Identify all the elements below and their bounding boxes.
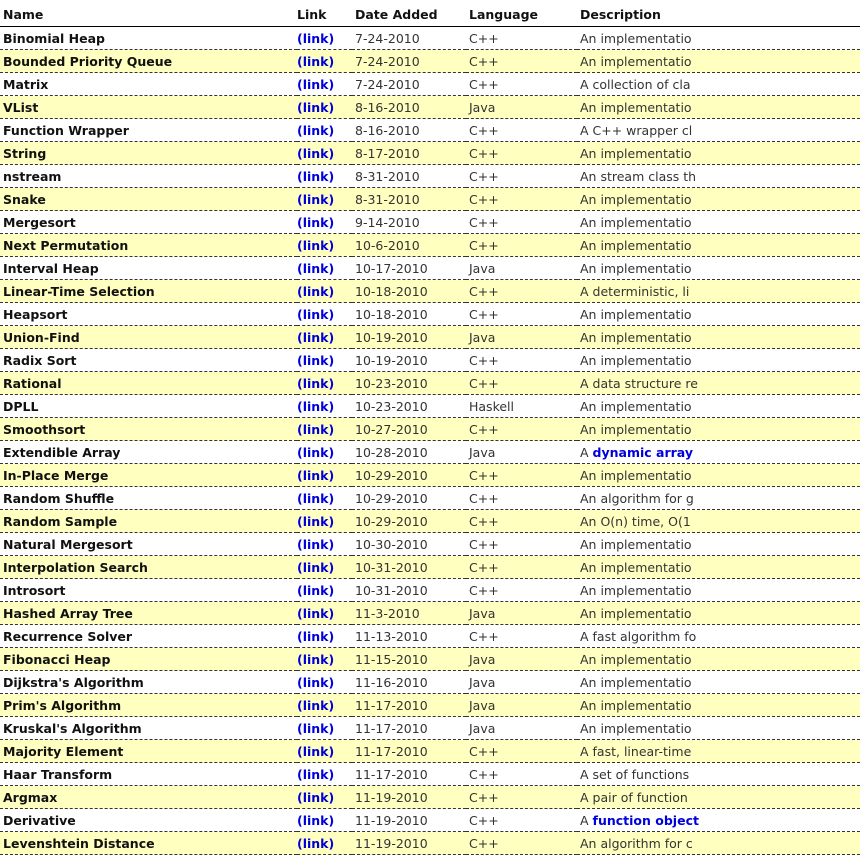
description-text: An implementatio: [580, 651, 692, 667]
description: [577, 740, 860, 763]
description: [577, 96, 860, 119]
table-row: [0, 832, 860, 855]
date-added: 11-15-2010: [352, 648, 466, 671]
table-row: [0, 165, 860, 188]
language: C++: [466, 579, 577, 602]
item-name: Linear-Time Selection: [0, 280, 297, 303]
item-link[interactable]: (link): [297, 697, 335, 713]
item-link[interactable]: (link): [297, 490, 335, 506]
column-header-language: Language: [466, 3, 577, 27]
description: [577, 602, 860, 625]
description: [577, 73, 860, 96]
item-link[interactable]: (link): [297, 789, 335, 805]
date-added: 11-19-2010: [352, 786, 466, 809]
table-row: [0, 809, 860, 832]
description: [577, 487, 860, 510]
item-name: Next Permutation: [0, 234, 297, 257]
date-added: 11-17-2010: [352, 717, 466, 740]
item-name: Interpolation Search: [0, 556, 297, 579]
table-row: [0, 257, 860, 280]
item-link[interactable]: (link): [297, 467, 335, 483]
date-added: 7-24-2010: [352, 73, 466, 96]
language: Java: [466, 694, 577, 717]
date-added: 10-19-2010: [352, 349, 466, 372]
description: [577, 832, 860, 855]
item-link[interactable]: (link): [297, 122, 335, 138]
link-cell: [297, 694, 352, 717]
description: [577, 234, 860, 257]
date-added: 10-17-2010: [352, 257, 466, 280]
column-header-link: Link: [297, 3, 352, 27]
item-name: In-Place Merge: [0, 464, 297, 487]
item-name: nstream: [0, 165, 297, 188]
item-link[interactable]: (link): [297, 214, 335, 230]
language: Java: [466, 96, 577, 119]
item-link[interactable]: (link): [297, 99, 335, 115]
item-link[interactable]: (link): [297, 260, 335, 276]
item-name: DPLL: [0, 395, 297, 418]
column-header-name: Name: [0, 3, 297, 27]
link-cell: [297, 119, 352, 142]
item-name: Heapsort: [0, 303, 297, 326]
item-name: Radix Sort: [0, 349, 297, 372]
item-link[interactable]: (link): [297, 306, 335, 322]
description-text: A fast, linear-time: [580, 743, 692, 759]
description-text: A C++ wrapper cl: [580, 122, 693, 138]
link-cell: [297, 73, 352, 96]
date-added: 10-29-2010: [352, 510, 466, 533]
description-text: An implementatio: [580, 421, 692, 437]
description: [577, 441, 860, 464]
language: C++: [466, 234, 577, 257]
item-link[interactable]: (link): [297, 536, 335, 552]
table-row: [0, 372, 860, 395]
link-cell: [297, 487, 352, 510]
table-row: [0, 50, 860, 73]
item-link[interactable]: (link): [297, 444, 335, 460]
description: [577, 556, 860, 579]
language: C++: [466, 510, 577, 533]
item-name: Matrix: [0, 73, 297, 96]
date-added: 10-28-2010: [352, 441, 466, 464]
language: C++: [466, 418, 577, 441]
date-added: 10-23-2010: [352, 372, 466, 395]
table-row: [0, 303, 860, 326]
link-cell: [297, 142, 352, 165]
description: [577, 694, 860, 717]
item-name: Kruskal's Algorithm: [0, 717, 297, 740]
description-text: An implementatio: [580, 720, 692, 736]
description: [577, 418, 860, 441]
date-added: 10-31-2010: [352, 556, 466, 579]
description: [577, 349, 860, 372]
column-header-date-added: Date Added: [352, 3, 466, 27]
description: [577, 142, 860, 165]
link-cell: [297, 165, 352, 188]
table-row: [0, 211, 860, 234]
description: [577, 303, 860, 326]
date-added: 11-17-2010: [352, 763, 466, 786]
table-row: [0, 395, 860, 418]
item-name: Rational: [0, 372, 297, 395]
item-name: Majority Element: [0, 740, 297, 763]
description-text: An algorithm for g: [580, 490, 694, 506]
description: [577, 188, 860, 211]
table-row: [0, 349, 860, 372]
item-name: Snake: [0, 188, 297, 211]
item-name: Natural Mergesort: [0, 533, 297, 556]
table-row: [0, 188, 860, 211]
language: Java: [466, 648, 577, 671]
language: C++: [466, 142, 577, 165]
item-link[interactable]: (link): [297, 30, 335, 46]
item-link[interactable]: (link): [297, 674, 335, 690]
data-structures-table: [0, 3, 860, 855]
link-cell: [297, 786, 352, 809]
description-text: An stream class th: [580, 168, 697, 184]
table-row: [0, 326, 860, 349]
link-cell: [297, 349, 352, 372]
item-link[interactable]: (link): [297, 375, 335, 391]
item-link[interactable]: (link): [297, 237, 335, 253]
item-name: Union-Find: [0, 326, 297, 349]
language: C++: [466, 809, 577, 832]
link-cell: [297, 395, 352, 418]
description: [577, 280, 860, 303]
item-link[interactable]: (link): [297, 651, 335, 667]
description-text: An implementatio: [580, 99, 692, 115]
description: [577, 119, 860, 142]
link-cell: [297, 832, 352, 855]
link-cell: [297, 464, 352, 487]
item-link[interactable]: (link): [297, 191, 335, 207]
item-link[interactable]: (link): [297, 283, 335, 299]
item-link[interactable]: (link): [297, 582, 335, 598]
item-name: Introsort: [0, 579, 297, 602]
item-link[interactable]: (link): [297, 812, 335, 828]
item-link[interactable]: (link): [297, 421, 335, 437]
description-text: An implementatio: [580, 191, 692, 207]
language: C++: [466, 556, 577, 579]
link-cell: [297, 809, 352, 832]
link-cell: [297, 763, 352, 786]
language: C++: [466, 487, 577, 510]
item-name: Bounded Priority Queue: [0, 50, 297, 73]
description: [577, 211, 860, 234]
link-cell: [297, 648, 352, 671]
date-added: 9-14-2010: [352, 211, 466, 234]
link-cell: [297, 326, 352, 349]
date-added: 11-17-2010: [352, 740, 466, 763]
item-link[interactable]: (link): [297, 513, 335, 529]
table-row: [0, 740, 860, 763]
table-row: [0, 142, 860, 165]
language: C++: [466, 625, 577, 648]
language: C++: [466, 533, 577, 556]
date-added: 10-30-2010: [352, 533, 466, 556]
description-text: A deterministic, li: [580, 283, 690, 299]
language: C++: [466, 119, 577, 142]
item-link[interactable]: (link): [297, 720, 335, 736]
date-added: 7-24-2010: [352, 27, 466, 50]
description: [577, 625, 860, 648]
item-link[interactable]: (link): [297, 329, 335, 345]
item-link[interactable]: (link): [297, 605, 335, 621]
language: C++: [466, 349, 577, 372]
table-row: [0, 73, 860, 96]
date-added: 7-24-2010: [352, 50, 466, 73]
description: [577, 579, 860, 602]
item-name: Hashed Array Tree: [0, 602, 297, 625]
table-row: [0, 441, 860, 464]
table-row: [0, 556, 860, 579]
table-row: [0, 671, 860, 694]
date-added: 11-3-2010: [352, 602, 466, 625]
date-added: 10-18-2010: [352, 303, 466, 326]
language: Java: [466, 602, 577, 625]
link-cell: [297, 579, 352, 602]
table-row: [0, 27, 860, 50]
language: Java: [466, 441, 577, 464]
item-name: Extendible Array: [0, 441, 297, 464]
table-row: [0, 234, 860, 257]
description-text: An implementatio: [580, 306, 692, 322]
table-row: [0, 464, 860, 487]
description-text: An implementatio: [580, 53, 692, 69]
item-name: VList: [0, 96, 297, 119]
description: [577, 165, 860, 188]
description-text: An implementatio: [580, 582, 692, 598]
table-row: [0, 487, 860, 510]
date-added: 11-19-2010: [352, 832, 466, 855]
description: [577, 648, 860, 671]
item-link[interactable]: (link): [297, 628, 335, 644]
item-name: Levenshtein Distance: [0, 832, 297, 855]
table-row: [0, 280, 860, 303]
description: [577, 533, 860, 556]
link-cell: [297, 625, 352, 648]
date-added: 10-19-2010: [352, 326, 466, 349]
description-text: An implementatio: [580, 697, 692, 713]
item-name: Random Shuffle: [0, 487, 297, 510]
description-text: An implementatio: [580, 467, 692, 483]
table-row: [0, 648, 860, 671]
description-text: An implementatio: [580, 260, 692, 276]
date-added: 11-16-2010: [352, 671, 466, 694]
language: C++: [466, 372, 577, 395]
language: C++: [466, 832, 577, 855]
description-link[interactable]: dynamic array: [592, 444, 693, 460]
date-added: 11-13-2010: [352, 625, 466, 648]
language: C++: [466, 740, 577, 763]
description-text: An implementatio: [580, 352, 692, 368]
table-body: [0, 27, 860, 855]
language: Java: [466, 671, 577, 694]
description-text: A fast algorithm fo: [580, 628, 697, 644]
description-text: A pair of function: [580, 789, 688, 805]
description-text: An implementatio: [580, 145, 692, 161]
date-added: 8-31-2010: [352, 165, 466, 188]
description: [577, 50, 860, 73]
description-text: A data structure re: [580, 375, 698, 391]
language: C++: [466, 188, 577, 211]
link-cell: [297, 510, 352, 533]
link-cell: [297, 418, 352, 441]
description: [577, 786, 860, 809]
item-link[interactable]: (link): [297, 766, 335, 782]
item-link[interactable]: (link): [297, 835, 335, 851]
table-row: [0, 579, 860, 602]
item-link[interactable]: (link): [297, 743, 335, 759]
date-added: 8-16-2010: [352, 119, 466, 142]
description-text: An implementatio: [580, 329, 692, 345]
item-name: Recurrence Solver: [0, 625, 297, 648]
link-cell: [297, 188, 352, 211]
table-row: [0, 694, 860, 717]
description: [577, 464, 860, 487]
description: [577, 326, 860, 349]
item-link[interactable]: (link): [297, 76, 335, 92]
link-cell: [297, 671, 352, 694]
date-added: 10-31-2010: [352, 579, 466, 602]
link-cell: [297, 740, 352, 763]
table-row: [0, 510, 860, 533]
language: C++: [466, 211, 577, 234]
link-cell: [297, 372, 352, 395]
item-link[interactable]: (link): [297, 168, 335, 184]
link-cell: [297, 234, 352, 257]
description-text: An implementatio: [580, 214, 692, 230]
date-added: 10-23-2010: [352, 395, 466, 418]
table-row: [0, 786, 860, 809]
item-name: Derivative: [0, 809, 297, 832]
description-text: An implementatio: [580, 605, 692, 621]
description: [577, 717, 860, 740]
description-text: A set of functions: [580, 766, 690, 782]
link-cell: [297, 602, 352, 625]
table-row: [0, 602, 860, 625]
date-added: 8-31-2010: [352, 188, 466, 211]
item-link[interactable]: (link): [297, 145, 335, 161]
table-row: [0, 119, 860, 142]
item-name: Function Wrapper: [0, 119, 297, 142]
column-header-description: Description: [577, 3, 860, 27]
description-text: An implementatio: [580, 237, 692, 253]
description-text: A collection of cla: [580, 76, 691, 92]
language: Haskell: [466, 395, 577, 418]
date-added: 8-16-2010: [352, 96, 466, 119]
language: C++: [466, 73, 577, 96]
table-row: [0, 717, 860, 740]
item-name: Binomial Heap: [0, 27, 297, 50]
link-cell: [297, 211, 352, 234]
description-text: An implementatio: [580, 674, 692, 690]
description: [577, 395, 860, 418]
item-name: Dijkstra's Algorithm: [0, 671, 297, 694]
language: C++: [466, 786, 577, 809]
description-text: An implementatio: [580, 559, 692, 575]
description-text: An algorithm for c: [580, 835, 693, 851]
description: [577, 763, 860, 786]
language: C++: [466, 303, 577, 326]
item-name: Mergesort: [0, 211, 297, 234]
link-cell: [297, 280, 352, 303]
description: [577, 809, 860, 832]
description: [577, 671, 860, 694]
description-text: An O(n) time, O(1: [580, 513, 691, 529]
description-text: An implementatio: [580, 398, 692, 414]
language: C++: [466, 27, 577, 50]
link-cell: [297, 27, 352, 50]
description: [577, 27, 860, 50]
language: Java: [466, 717, 577, 740]
date-added: 11-17-2010: [352, 694, 466, 717]
description-text: An implementatio: [580, 30, 692, 46]
link-cell: [297, 50, 352, 73]
item-name: Random Sample: [0, 510, 297, 533]
date-added: 10-18-2010: [352, 280, 466, 303]
item-link[interactable]: (link): [297, 559, 335, 575]
link-cell: [297, 303, 352, 326]
language: Java: [466, 257, 577, 280]
link-cell: [297, 96, 352, 119]
header-row: [0, 3, 860, 27]
language: C++: [466, 464, 577, 487]
table-row: [0, 533, 860, 556]
item-link[interactable]: (link): [297, 352, 335, 368]
date-added: 11-19-2010: [352, 809, 466, 832]
description-text: An implementatio: [580, 536, 692, 552]
item-name: Prim's Algorithm: [0, 694, 297, 717]
date-added: 10-6-2010: [352, 234, 466, 257]
table-row: [0, 418, 860, 441]
link-cell: [297, 556, 352, 579]
description: [577, 257, 860, 280]
description-link[interactable]: function object: [592, 812, 699, 828]
date-added: 10-27-2010: [352, 418, 466, 441]
language: Java: [466, 326, 577, 349]
date-added: 10-29-2010: [352, 487, 466, 510]
link-cell: [297, 717, 352, 740]
link-cell: [297, 257, 352, 280]
language: C++: [466, 50, 577, 73]
link-cell: [297, 441, 352, 464]
item-link[interactable]: (link): [297, 53, 335, 69]
item-name: Interval Heap: [0, 257, 297, 280]
description: [577, 372, 860, 395]
table-row: [0, 625, 860, 648]
item-name: Smoothsort: [0, 418, 297, 441]
language: C++: [466, 280, 577, 303]
description-text: A: [580, 812, 593, 828]
link-cell: [297, 533, 352, 556]
date-added: 10-29-2010: [352, 464, 466, 487]
description: [577, 510, 860, 533]
item-name: Fibonacci Heap: [0, 648, 297, 671]
language: C++: [466, 763, 577, 786]
language: C++: [466, 165, 577, 188]
table-row: [0, 96, 860, 119]
date-added: 8-17-2010: [352, 142, 466, 165]
table-row: [0, 763, 860, 786]
description-text: A: [580, 444, 593, 460]
item-name: Haar Transform: [0, 763, 297, 786]
item-name: String: [0, 142, 297, 165]
item-link[interactable]: (link): [297, 398, 335, 414]
item-name: Argmax: [0, 786, 297, 809]
